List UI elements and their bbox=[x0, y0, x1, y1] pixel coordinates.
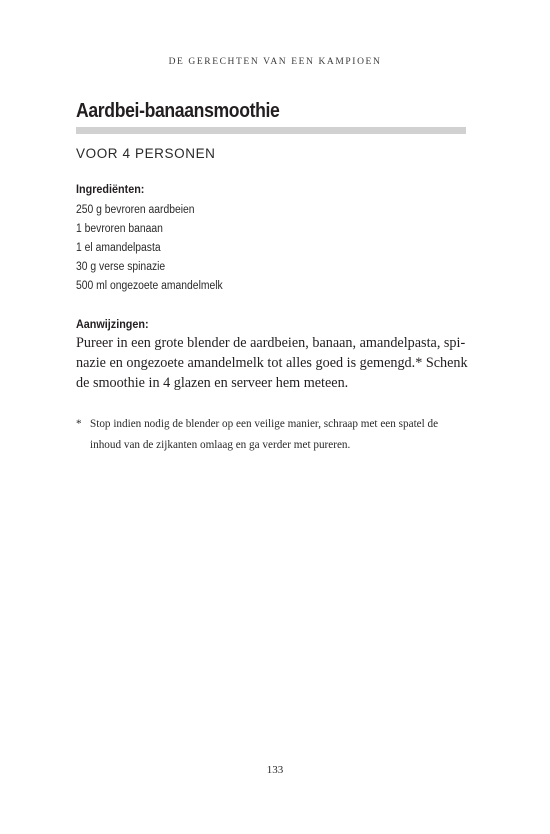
directions-line: Pureer in een grote blender de aardbeien, banaan, amandelpasta, spi- bbox=[76, 335, 466, 351]
ingredient-item: 250 g bevroren aardbeien bbox=[76, 204, 195, 216]
footnote-marker: * bbox=[76, 418, 82, 430]
recipe-title: Aardbei-banaansmoothie bbox=[76, 100, 280, 122]
footnote-line: Stop indien nodig de blender op een veilige manier, schraap met een spatel de bbox=[90, 418, 439, 430]
directions-line: de smoothie in 4 glazen en serveer hem meteen. bbox=[76, 375, 349, 391]
page-number: 133 bbox=[266, 764, 284, 776]
ingredient-list bbox=[76, 201, 239, 296]
servings-label: VOOR 4 PERSONEN bbox=[76, 146, 216, 161]
running-head: DE GERECHTEN VAN EEN KAMPIOEN bbox=[168, 57, 382, 67]
directions-heading: Aanwijzingen: bbox=[76, 317, 149, 331]
directions-text bbox=[76, 333, 466, 393]
footnote-line: inhoud van de zijkanten omlaag en ga verder met pureren. bbox=[90, 439, 351, 451]
ingredients-heading: Ingrediënten: bbox=[76, 182, 145, 196]
ingredient-item: 1 bevroren banaan bbox=[76, 223, 163, 235]
directions-line: nazie en ongezoete amandelmelk tot alles goed is gemengd.* Schenk bbox=[76, 355, 468, 371]
ingredient-item: 1 el amandelpasta bbox=[76, 242, 161, 254]
ingredient-item: 500 ml ongezoete amandelmelk bbox=[76, 280, 223, 292]
footnote bbox=[76, 414, 468, 456]
title-rule bbox=[76, 127, 466, 134]
ingredient-item: 30 g verse spinazie bbox=[76, 261, 166, 273]
